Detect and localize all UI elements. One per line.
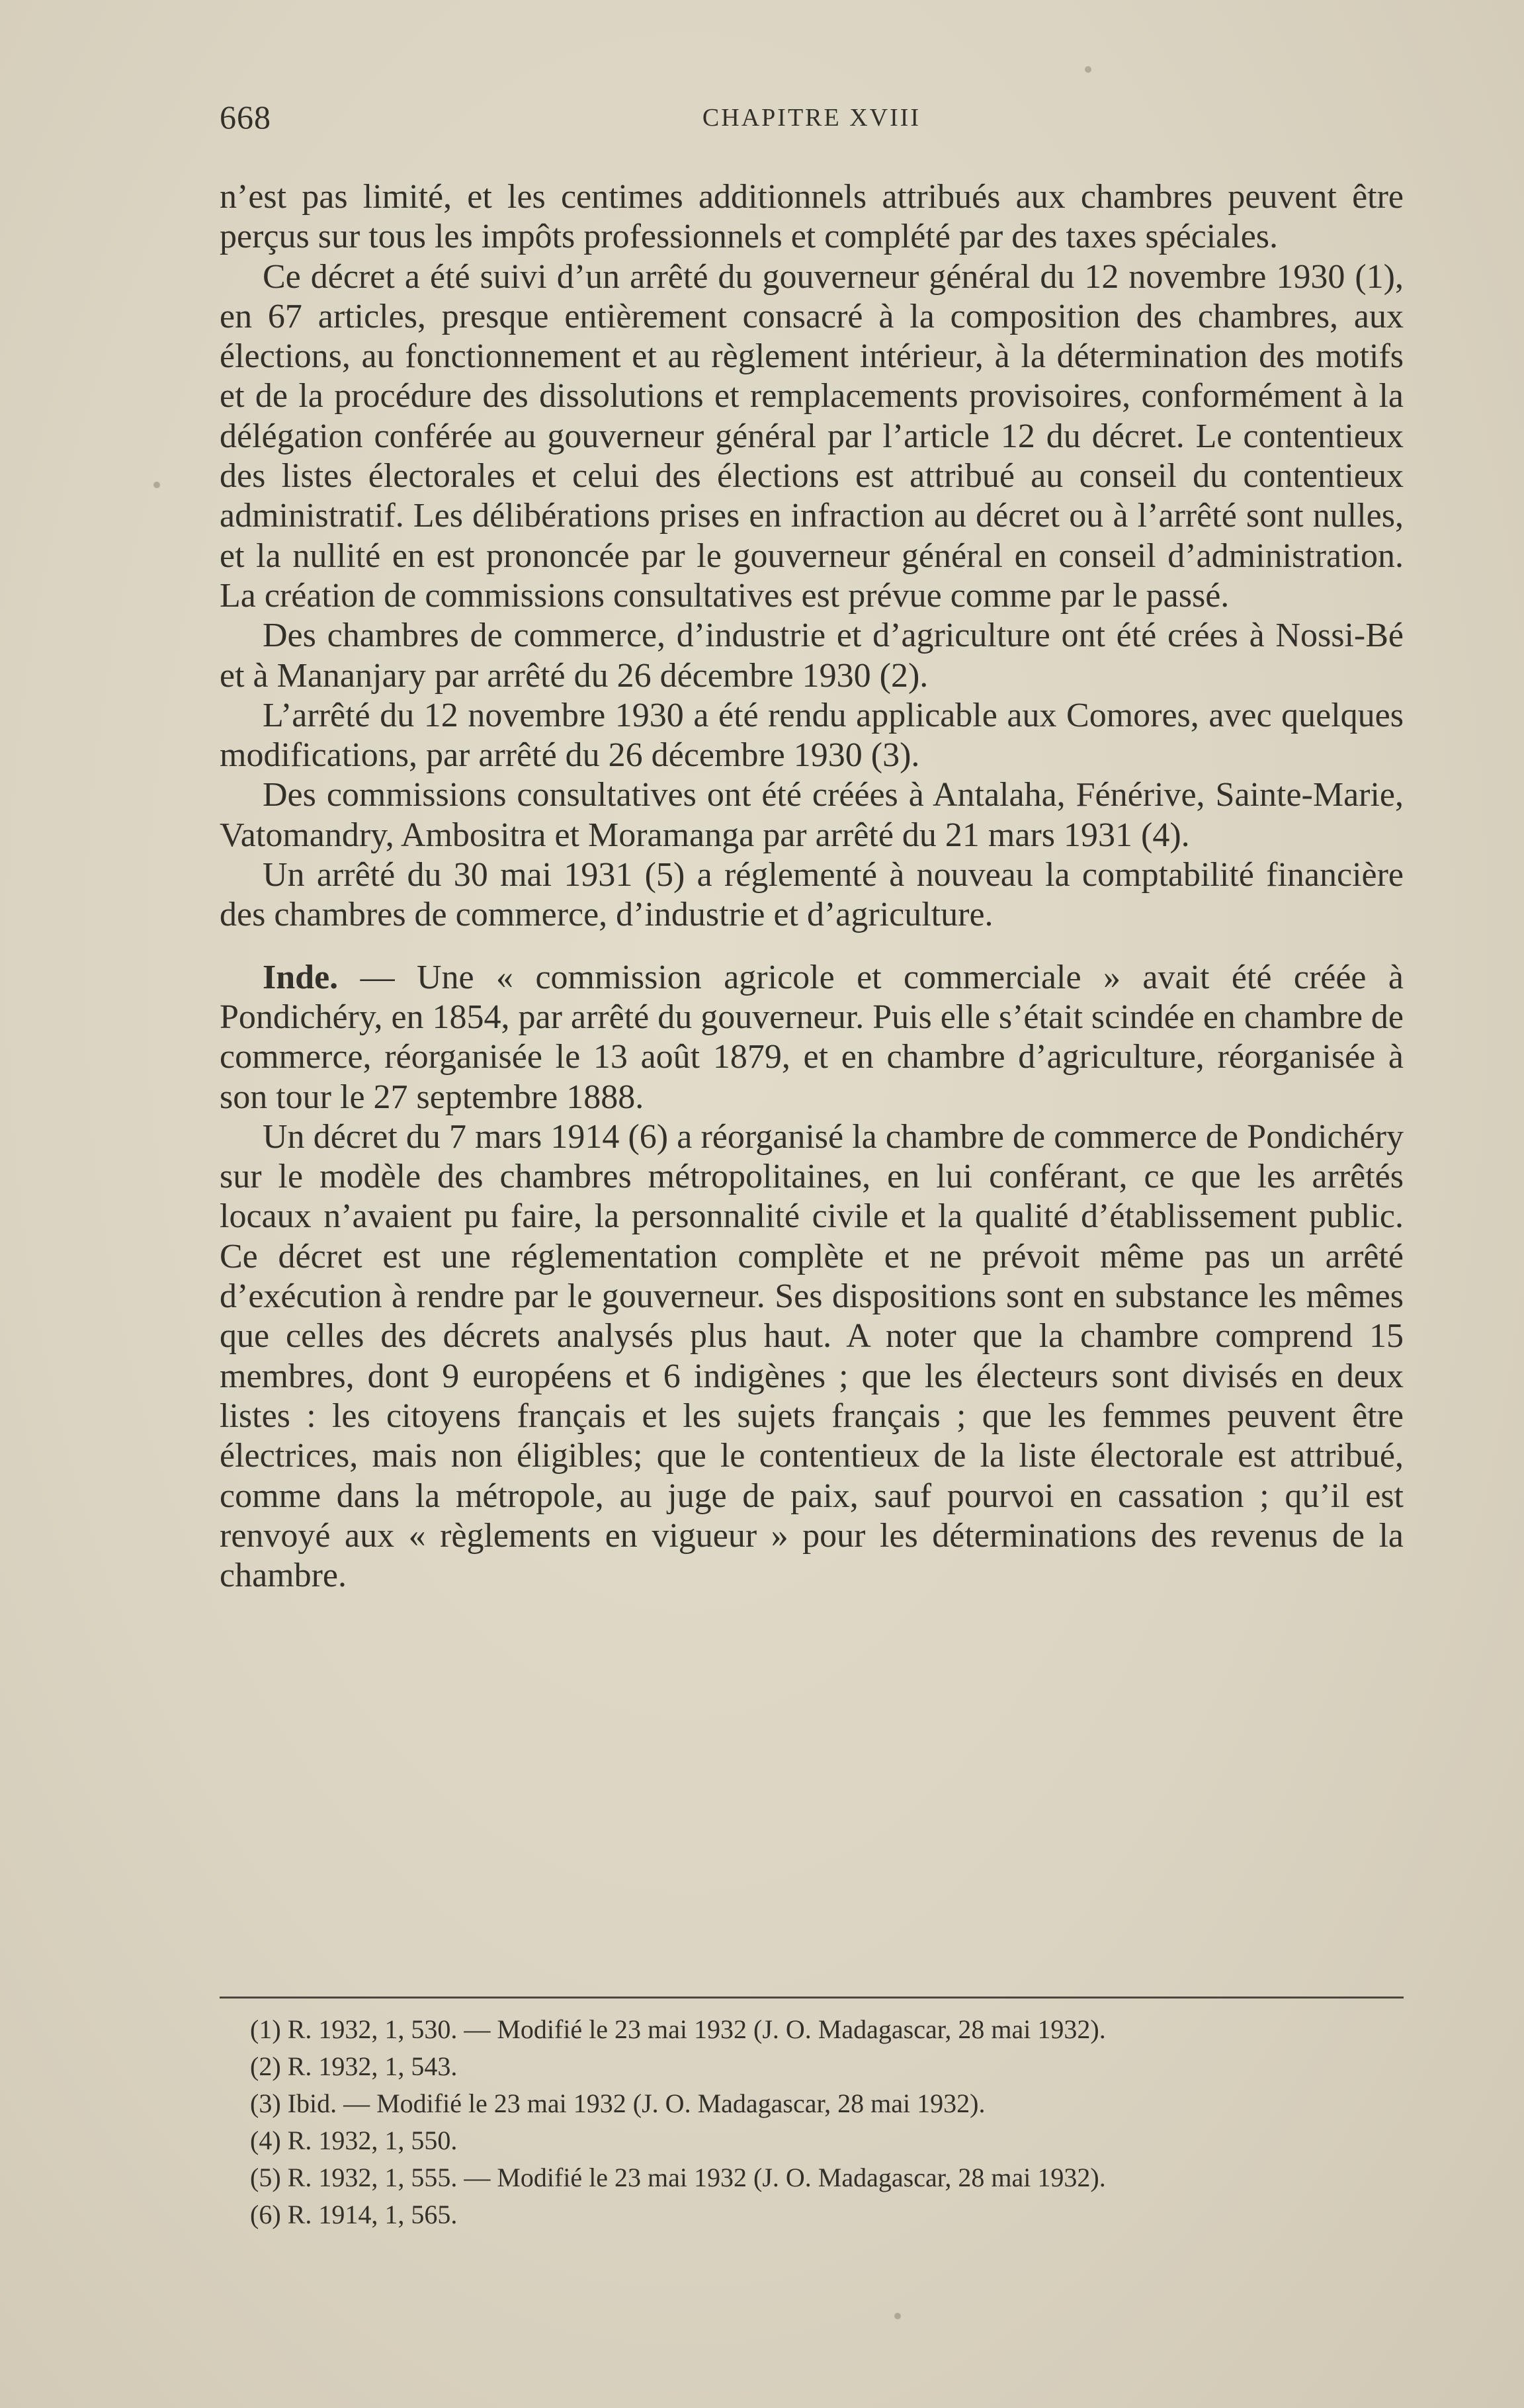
page-number: 668: [220, 99, 271, 136]
body-text: [220, 177, 1404, 1596]
footnotes: [250, 2011, 1404, 2233]
section-heading-inde: Inde.: [263, 958, 339, 996]
footnote-6: (6) R. 1914, 1, 565.: [250, 2200, 458, 2229]
paper-speck: [1085, 66, 1091, 73]
paragraph: L’arrêté du 12 novembre 1930 a été rendu applicable aux Comores, avec quelques modifications, par arrêté du 26 décembre 1930 (3).: [220, 696, 1404, 775]
footnote-5: (5) R. 1932, 1, 555. — Modifié le 23 mai 1932 (J. O. Madagascar, 28 mai 1932).: [250, 2163, 1106, 2192]
paragraph: Un décret du 7 mars 1914 (6) a réorganisé la chambre de commerce de Pondichéry sur le modèle des chambres métropolitaines, en lui conférant, ce que les arrêtés locaux n’avaient pu faire, la personnalité civile et la qualité d’établissement public. Ce décret est une réglementation complète et ne prévoit même pas un arrêté d’exécution à rendre par le gouverneur. Ses dispositions sont en substance les mêmes que celles des décrets analysés plus haut. A noter que la chambre comprend 15 membres, dont 9 européens et 6 indigènes ; que les électeurs sont divisés en deux listes : les citoyens français et les sujets français ; que les femmes peuvent être électrices, mais non éligibles; que le contentieux de la liste électorale est attribué, comme dans la métropole, au juge de paix, sauf pourvoi en cassation ; qu’il est renvoyé aux « règlements en vigueur » pour les déterminations des revenus de la chambre.: [220, 1117, 1404, 1595]
footnote-3: (3) Ibid. — Modifié le 23 mai 1932 (J. O. Madagascar, 28 mai 1932).: [250, 2088, 986, 2118]
footnote-4: (4) R. 1932, 1, 550.: [250, 2126, 458, 2155]
inde-paragraph: [220, 958, 1404, 1117]
paragraph: Des commissions consultatives ont été créées à Antalaha, Fénérive, Sainte-Marie, Vatomandry, Ambositra et Moramanga par arrêté du 21 mars 1931 (4).: [220, 776, 1404, 854]
page-header: [220, 98, 1404, 144]
footnote-2: (2) R. 1932, 1, 543.: [250, 2051, 458, 2081]
section-dash: —: [338, 958, 417, 996]
paragraph: Ce décret a été suivi d’un arrêté du gouverneur général du 12 novembre 1930 (1), en 67 articles, presque entièrement consacré à la composition des chambres, aux élections, au fonctionnement et au règlement intérieur, à la détermination des motifs et de la procédure des dissolutions et remplacements provisoires, conformément à la délégation conférée au gouverneur général par l’article 12 du décret. Le contentieux des listes électorales et celui des élections est attribué au conseil du contentieux administratif. Les délibérations prises en infraction au décret ou à l’arrêté sont nulles, et la nullité en est prononcée par le gouverneur général en conseil d’administration. La création de commissions consultatives est prévue comme par le passé.: [220, 257, 1404, 615]
footnote-1: (1) R. 1932, 1, 530. — Modifié le 23 mai 1932 (J. O. Madagascar, 28 mai 1932).: [250, 2014, 1106, 2044]
inde-text: Une « commission agricole et commerciale » avait été créée à Pondichéry, en 1854, par arrêté du gouverneur. Puis elle s’était scindée en chambre de commerce, réorganisée le 13 août 1879, et en chambre d’agriculture, réorganisée à son tour le 27 septembre 1888.: [220, 958, 1404, 1116]
paragraph: Un arrêté du 30 mai 1931 (5) a réglementé à nouveau la comptabilité financière des chambres de commerce, d’industrie et d’agriculture.: [220, 856, 1404, 934]
running-head: CHAPITRE XVIII: [702, 104, 921, 132]
paragraph: Des chambres de commerce, d’industrie et d’agriculture ont été crées à Nossi-Bé et à Mananjary par arrêté du 26 décembre 1930 (2).: [220, 617, 1404, 695]
paper-speck: [894, 2313, 901, 2319]
paragraph: n’est pas limité, et les centimes additionnels attribués aux chambres peuvent être perçus sur tous les impôts professionnels et complété par des taxes spéciales.: [220, 178, 1404, 256]
footnote-rule: [220, 1997, 1404, 1999]
paper-speck: [153, 482, 160, 488]
